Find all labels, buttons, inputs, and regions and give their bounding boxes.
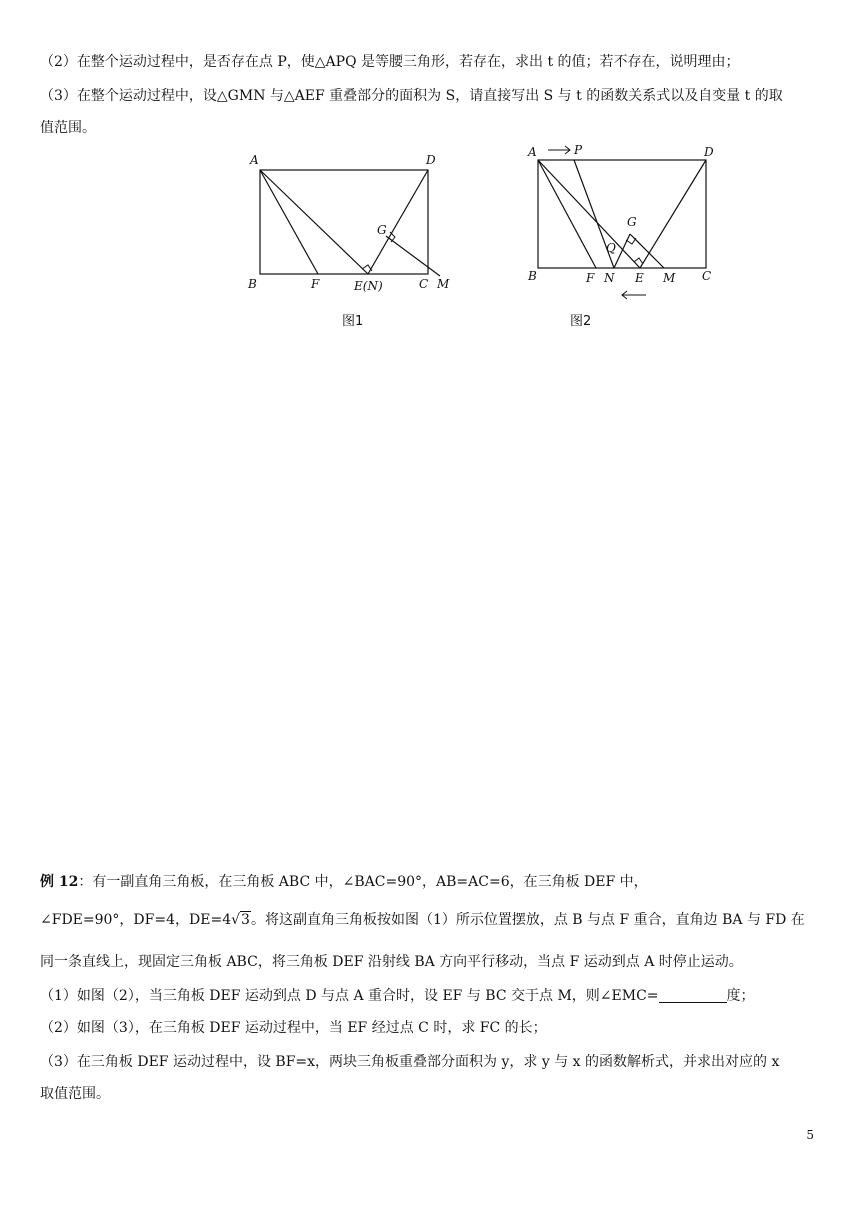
segment-af bbox=[538, 160, 596, 268]
example-12-title: 例 12 bbox=[40, 874, 79, 890]
example-12-q1-post: 度； bbox=[726, 988, 755, 1004]
label-c: C bbox=[419, 277, 429, 291]
example-12-q1 bbox=[40, 986, 755, 1006]
label-e: E bbox=[635, 271, 644, 285]
answer-blank[interactable] bbox=[659, 988, 727, 1003]
example-12-line2-pre: ∠FDE=90°，DF=4，DE= bbox=[40, 912, 223, 928]
segment-gm bbox=[386, 236, 440, 276]
example-12-line1 bbox=[40, 872, 648, 892]
figure-2-caption: 图2 bbox=[570, 314, 592, 329]
rectangle-abcd bbox=[260, 170, 428, 274]
label-a: A bbox=[528, 145, 537, 159]
question-3-text-line1: （3）在整个运动过程中，设△GMN 与△AEF 重叠部分的面积为 S，请直接写出 S 与 t 的函数关系式以及自变量 t 的取 bbox=[40, 88, 783, 104]
figure-1 bbox=[244, 148, 464, 298]
label-q: Q bbox=[606, 241, 616, 255]
label-b: B bbox=[248, 277, 257, 291]
example-12-q3-line2: 取值范围。 bbox=[40, 1086, 110, 1102]
label-c: C bbox=[702, 269, 712, 283]
label-e-n: E(N) bbox=[354, 279, 383, 293]
question-2-text: （2）在整个运动过程中，是否存在点 P，使△APQ 是等腰三角形，若存在，求出 t 的值；若不存在，说明理由； bbox=[40, 54, 740, 70]
question-3-text-line2: 值范围。 bbox=[40, 120, 96, 136]
label-d: D bbox=[426, 153, 436, 167]
label-m: M bbox=[663, 271, 676, 285]
figure-1-caption: 图1 bbox=[342, 314, 364, 329]
label-f: F bbox=[311, 277, 320, 291]
label-f: F bbox=[586, 271, 595, 285]
label-m: M bbox=[437, 277, 450, 291]
example-12-line2-post: 。将这副直角三角板按如图（1）所示位置摆放，点 B 与点 F 重合，直角边 BA 与 FD 在 bbox=[250, 912, 805, 928]
figure-2 bbox=[522, 140, 722, 305]
example-12-q1-pre: （1）如图（2），当三角板 DEF 运动到点 D 与点 A 重合时，设 EF 与 BC 交于点 M，则∠EMC= bbox=[40, 988, 659, 1004]
label-g: G bbox=[627, 215, 637, 229]
label-a: A bbox=[250, 153, 259, 167]
sqrt-radicand: 3 bbox=[241, 912, 250, 928]
page-number: 5 bbox=[806, 1128, 814, 1142]
segment-ed bbox=[640, 160, 706, 268]
sqrt-symbol: √3 bbox=[231, 912, 250, 928]
example-12-q2: （2）如图（3），在三角板 DEF 运动过程中，当 EF 经过点 C 时，求 FC 的长； bbox=[40, 1020, 547, 1036]
example-12-line2 bbox=[40, 910, 805, 930]
segment-af bbox=[260, 170, 318, 274]
label-g: G bbox=[377, 223, 387, 237]
example-12-intro: ：有一副直角三角板，在三角板 ABC 中，∠BAC=90°，AB=AC=6，在三角板 DEF 中， bbox=[78, 874, 648, 890]
label-b: B bbox=[528, 269, 537, 283]
segment-ng bbox=[614, 234, 630, 268]
label-n: N bbox=[604, 271, 615, 285]
segment-ae bbox=[538, 160, 640, 268]
de-coefficient: 4 bbox=[222, 912, 232, 928]
example-12-q3-line1: （3）在三角板 DEF 运动过程中，设 BF=x，两块三角板重叠部分面积为 y，求 y 与 x 的函数解析式，并求出对应的 x bbox=[40, 1054, 780, 1070]
example-12-line3: 同一条直线上，现固定三角板 ABC，将三角板 DEF 沿射线 BA 方向平行移动，当点 F 运动到点 A 时停止运动。 bbox=[40, 954, 743, 970]
segment-ae bbox=[260, 170, 368, 274]
label-d: D bbox=[704, 145, 714, 159]
segment-ed bbox=[368, 170, 428, 274]
label-p: P bbox=[574, 143, 583, 157]
